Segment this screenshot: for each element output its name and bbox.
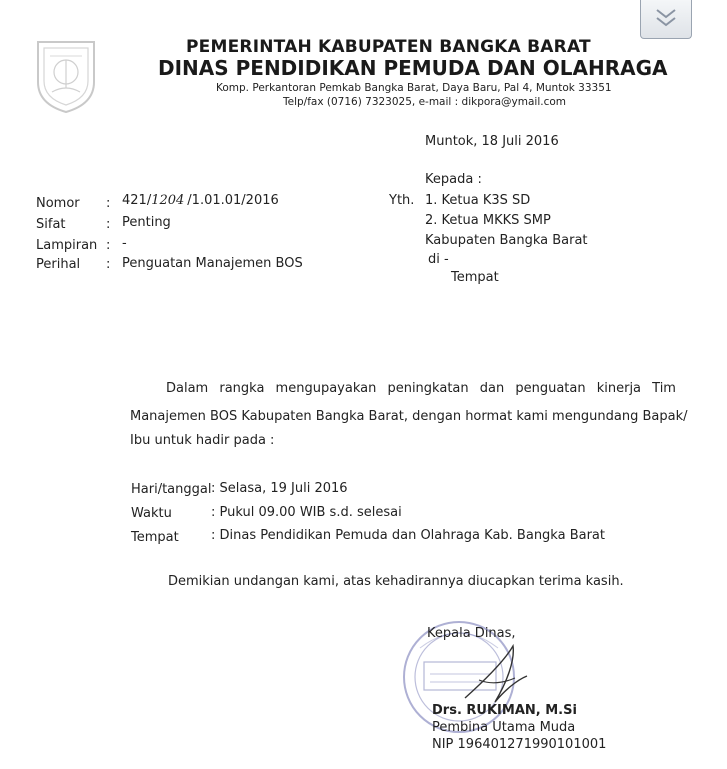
signatory-rank: Pembina Utama Muda xyxy=(432,720,576,735)
waktu-value: : Pukul 09.00 WIB s.d. selesai xyxy=(211,505,402,520)
perihal-value: Penguatan Manajemen BOS xyxy=(122,256,303,271)
signatory-title: Kepala Dinas, xyxy=(427,626,516,641)
department-title: DINAS PENDIDIKAN PEMUDA DAN OLAHRAGA xyxy=(158,56,668,80)
perihal-colon: : xyxy=(106,257,111,272)
body-line-3: Ibu untuk hadir pada : xyxy=(130,433,275,448)
regency-emblem-logo xyxy=(34,38,98,114)
nomor-suffix: /1.01.01/2016 xyxy=(187,193,279,208)
recipient-item-1: 1. Ketua K3S SD xyxy=(425,193,531,208)
perihal-label: Perihal xyxy=(36,257,81,272)
sifat-label: Sifat xyxy=(36,217,66,232)
lampiran-label: Lampiran xyxy=(36,238,98,253)
tempat-value: : Dinas Pendidikan Pemuda dan Olahraga Kab. Bangka Barat xyxy=(211,528,605,543)
sifat-colon: : xyxy=(106,217,111,232)
nomor-handwritten: 1204 xyxy=(151,193,185,208)
nomor-prefix: 421/ xyxy=(122,193,152,208)
lampiran-value: - xyxy=(122,236,127,251)
recipient-item-2: 2. Ketua MKKS SMP xyxy=(425,213,551,228)
nomor-label: Nomor xyxy=(36,196,80,211)
body-line-1: Dalam rangka mengupayakan peningkatan dan penguatan kinerja Tim xyxy=(166,381,676,396)
closing-sentence: Demikian undangan kami, atas kehadirannya diucapkan terima kasih. xyxy=(168,574,624,589)
signatory-name: Drs. RUKIMAN, M.Si xyxy=(432,703,577,718)
government-title: PEMERINTAH KABUPATEN BANGKA BARAT xyxy=(186,37,591,57)
scroll-to-top-button[interactable] xyxy=(640,0,692,39)
body-line-2: Manajemen BOS Kabupaten Bangka Barat, dengan hormat kami mengundang Bapak/ xyxy=(130,409,688,424)
hari-label: Hari/tanggal xyxy=(131,482,212,497)
recipient-di: di - xyxy=(428,252,449,267)
handwritten-signature xyxy=(455,640,535,710)
recipient-place: Tempat xyxy=(451,270,499,285)
kepada-label: Kepada : xyxy=(425,172,482,187)
nomor-colon: : xyxy=(106,196,111,211)
waktu-label: Waktu xyxy=(131,506,172,521)
signatory-nip: NIP 196401271990101001 xyxy=(432,737,607,752)
recipient-region: Kabupaten Bangka Barat xyxy=(425,233,588,248)
yth-label: Yth. xyxy=(389,193,415,208)
office-address: Komp. Perkantoran Pemkab Bangka Barat, Daya Baru, Pal 4, Muntok 33351 xyxy=(216,82,612,94)
hari-value: : Selasa, 19 Juli 2016 xyxy=(211,481,348,496)
letter-date: Muntok, 18 Juli 2016 xyxy=(425,134,559,149)
contact-info: Telp/fax (0716) 7323025, e-mail : dikpora@ymail.com xyxy=(283,96,567,108)
double-chevron-down-icon xyxy=(641,0,691,38)
letter-number xyxy=(122,193,279,208)
lampiran-colon: : xyxy=(106,238,111,253)
tempat-label: Tempat xyxy=(131,530,179,545)
sifat-value: Penting xyxy=(122,215,171,230)
